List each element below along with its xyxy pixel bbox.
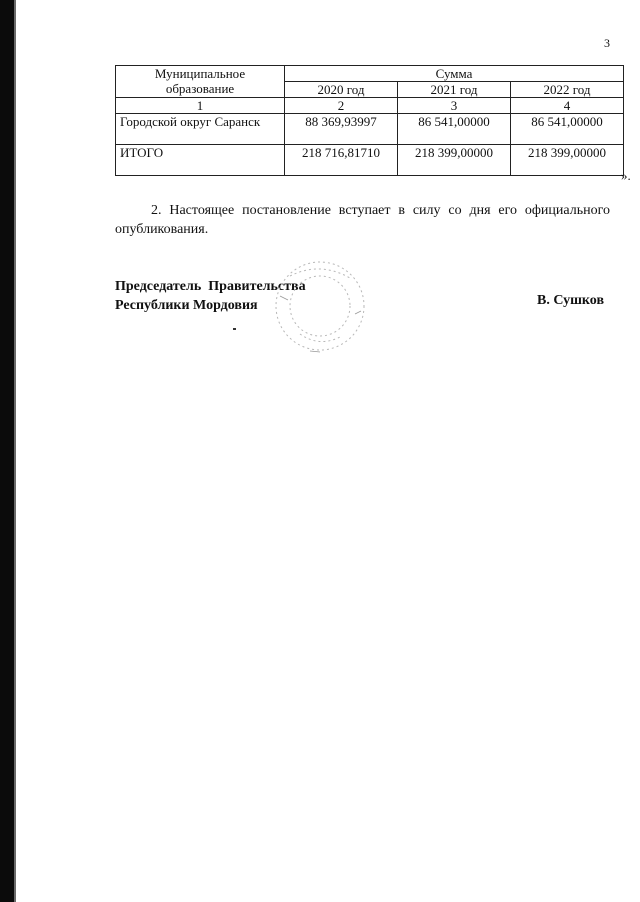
- row-municipality: Городской округ Саранск: [116, 114, 285, 145]
- column-number: 3: [398, 98, 511, 114]
- table-total-row: [116, 145, 624, 176]
- table-row: [116, 114, 624, 145]
- total-value-2022: 218 399,00000: [511, 145, 624, 176]
- total-label: ИТОГО: [116, 145, 285, 176]
- total-value-2020: 218 716,81710: [285, 145, 398, 176]
- faded-stamp-icon: [250, 256, 390, 366]
- table-colnum-row: [116, 98, 624, 114]
- signer-title-line-1: Председатель Правительства: [115, 279, 306, 294]
- funding-table: [115, 65, 624, 176]
- scan-edge-bar: [0, 0, 14, 902]
- header-year-2020: 2020 год: [285, 82, 398, 98]
- column-number: 4: [511, 98, 624, 114]
- row-value-2021: 86 541,00000: [398, 114, 511, 145]
- header-year-2022: 2022 год: [511, 82, 624, 98]
- row-value-2020: 88 369,93997: [285, 114, 398, 145]
- closing-quote: ».: [621, 168, 631, 183]
- scan-edge-shadow: [14, 0, 16, 902]
- column-number: 1: [116, 98, 285, 114]
- signer-title-line-2: Республики Мордовия: [115, 298, 258, 313]
- row-value-2022: 86 541,00000: [511, 114, 624, 145]
- scan-speck: [233, 328, 236, 330]
- header-year-2021: 2021 год: [398, 82, 511, 98]
- header-sum: Сумма: [285, 66, 624, 82]
- total-value-2021: 218 399,00000: [398, 145, 511, 176]
- paragraph-2: 2. Настоящее постановление вступает в силу со дня его официального опубликования.: [115, 203, 610, 237]
- header-municipality: Муниципальное образование: [116, 66, 285, 98]
- column-number: 2: [285, 98, 398, 114]
- signer-name: В. Сушков: [537, 293, 605, 308]
- table-header-row: [116, 66, 624, 82]
- page-number: 3: [604, 36, 610, 50]
